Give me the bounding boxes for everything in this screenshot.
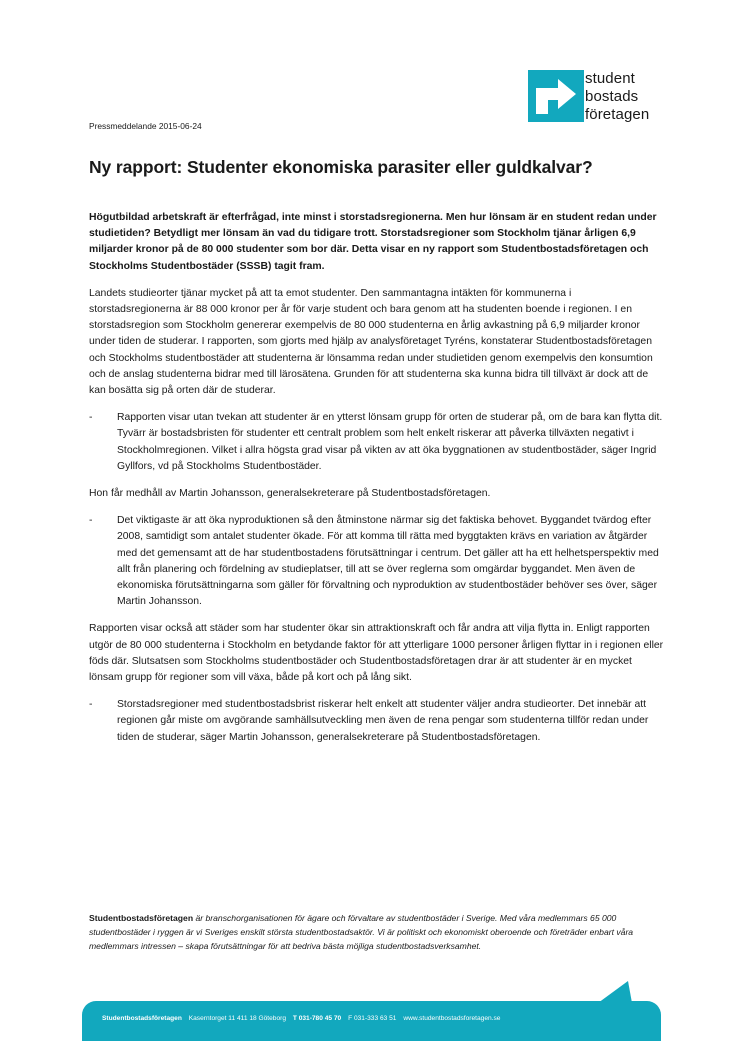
page-title: Ny rapport: Studenter ekonomiska parasiter eller guldkalvar? — [89, 157, 593, 177]
logo-line: bostads — [585, 88, 639, 105]
quote-text: Rapporten visar utan tvekan att studenter är en ytterst lönsam grupp för orten de studerar på, om de bara kan flytta dit. Tyvärr är bostadsbristen för studenter ett centralt problem som helt enkelt riskerar att påverka tillväxten negativt i Stockholmregionen. Vilket i allra högsta grad visar på vikten av att öka byggnationen av studentbostäder, säger Ingrid Gyllfors, vd på Stockholms Studentbostäder. — [117, 412, 663, 472]
article-body — [89, 210, 665, 757]
press-release-date: Pressmeddelande 2015-06-24 — [89, 121, 202, 131]
quote-block — [89, 697, 665, 746]
paragraph: Rapporten visar också att städer som har studenter ökar sin attraktionskraft och får andra att vilja flytta in. Enligt rapporten utgör de 80 000 studenterna i Stockholm en betydande faktor för att ytterligare 1000 personer årligen flyttar in i regionen eller föds där. Slutsatsen som Stockholms studentbostäder och Studentbostadsföretagen drar är att studenter är en mycket lönsam grupp för regioner som vill växa, både på kort och på lång sikt. — [89, 623, 664, 684]
arrow-logo-icon — [528, 70, 584, 122]
footer-tab-shape — [598, 981, 632, 1003]
quote-dash: - — [89, 412, 93, 424]
boilerplate — [89, 911, 665, 954]
quote-block — [89, 513, 665, 610]
footer-address: Kaserntorget 11 411 18 Göteborg — [188, 1015, 286, 1022]
logo — [528, 70, 668, 130]
paragraph: Landets studieorter tjänar mycket på att ta emot studenter. Den sammantagna intäkten för kommunerna i storstadsregionerna är 88 000 kronor per år för varje student och bara genom att ha studenten boende i regionen. I en storstadsregion som Stockholm genererar exempelvis de 80 000 studenterna en årlig avkastning på 6,9 miljarder kronor under tiden de studerar. I rapporten, som gjorts med hjälp av analysföretaget Tyréns, konstaterar Studentbostadsföretagen och Stockholms studentbostäder att studenterna är lönsamma redan under studietiden genom exempelvis den konsumtion och de anslag studenterna bidrar med till lärosätena. Grunden för att studenterna ska kunna bidra till tillväxt är dock att de kan bosätta sig på orten där de studerar. — [89, 287, 653, 397]
logo-wordmark — [585, 70, 649, 124]
boilerplate-org-name: Studentbostadsföretagen — [89, 913, 194, 923]
logo-line: företagen — [585, 106, 650, 123]
boilerplate-text: är branschorganisationen för ägare och förvaltare av studentbostäder i Sverige. Med våra medlemmars 65 000 studentbostäder i ryggen är vi Sveriges enskilt största studentbostadsaktör. Vi är politiskt och ekonomiskt oberoende och företräder enbart våra medlemmars intressen – skapa förutsättningar för att bedriva bästa möjliga studentbostadsverksamhet. — [89, 913, 634, 952]
quote-text: Storstadsregioner med studentbostadsbrist riskerar helt enkelt att studenter väljer andra studieorter. Det innebär att regionen går miste om avgörande samhällsutveckling men även de rena pengar som studenterna tillför redan under tiden de studerar, säger Martin Johansson, generalsekreterare på Studentbostadsföretagen. — [117, 699, 649, 743]
footer-contact — [102, 1015, 662, 1022]
quote-dash: - — [89, 699, 93, 711]
paragraph: Hon får medhåll av Martin Johansson, generalsekreterare på Studentbostadsföretagen. — [89, 488, 491, 500]
quote-dash: - — [89, 515, 93, 527]
logo-line: student — [585, 70, 635, 87]
lead-paragraph: Högutbildad arbetskraft är efterfrågad, inte minst i storstadsregionerna. Men hur lönsam är en student redan under studietiden? Betydligt mer lönsam än vad du tidigare trott. Storstadsregioner som Stockholm tjänar årligen 6,9 miljarder kronor på de 80 000 studenter som bor där. Detta visar en ny rapport som Studentbostadsföretagen och Stockholms Studentbostäder (SSSB) tagit fram. — [89, 212, 657, 272]
footer-fax: F 031-333 63 51 — [348, 1015, 397, 1022]
footer-website-link[interactable]: www.studentbostadsforetagen.se — [403, 1015, 501, 1022]
footer-org: Studentbostadsföretagen — [102, 1015, 182, 1022]
footer-phone: T 031-780 45 70 — [292, 1015, 342, 1022]
quote-block — [89, 410, 665, 475]
quote-text: Det viktigaste är att öka nyproduktionen så den åtminstone närmar sig det faktiska behovet. Byggandet tvärdog efter 2008, samtidigt som antalet studenter ökade. För att komma till rätta med byggtakten krävs en variation av åtgärder med det gemensamt att de har studentbostadens förutsättningar i centrum. Det gäller att ha ett helhetsperspektiv med allt från planering och fördelning av studieplatser, till att se över reglerna som omgärdar byggandet. Men även de ekonomiska förutsättningarna som gäller för förvaltning och nyproduktion av studentbostäder behöver ses över, säger Martin Johansson. — [117, 515, 659, 608]
